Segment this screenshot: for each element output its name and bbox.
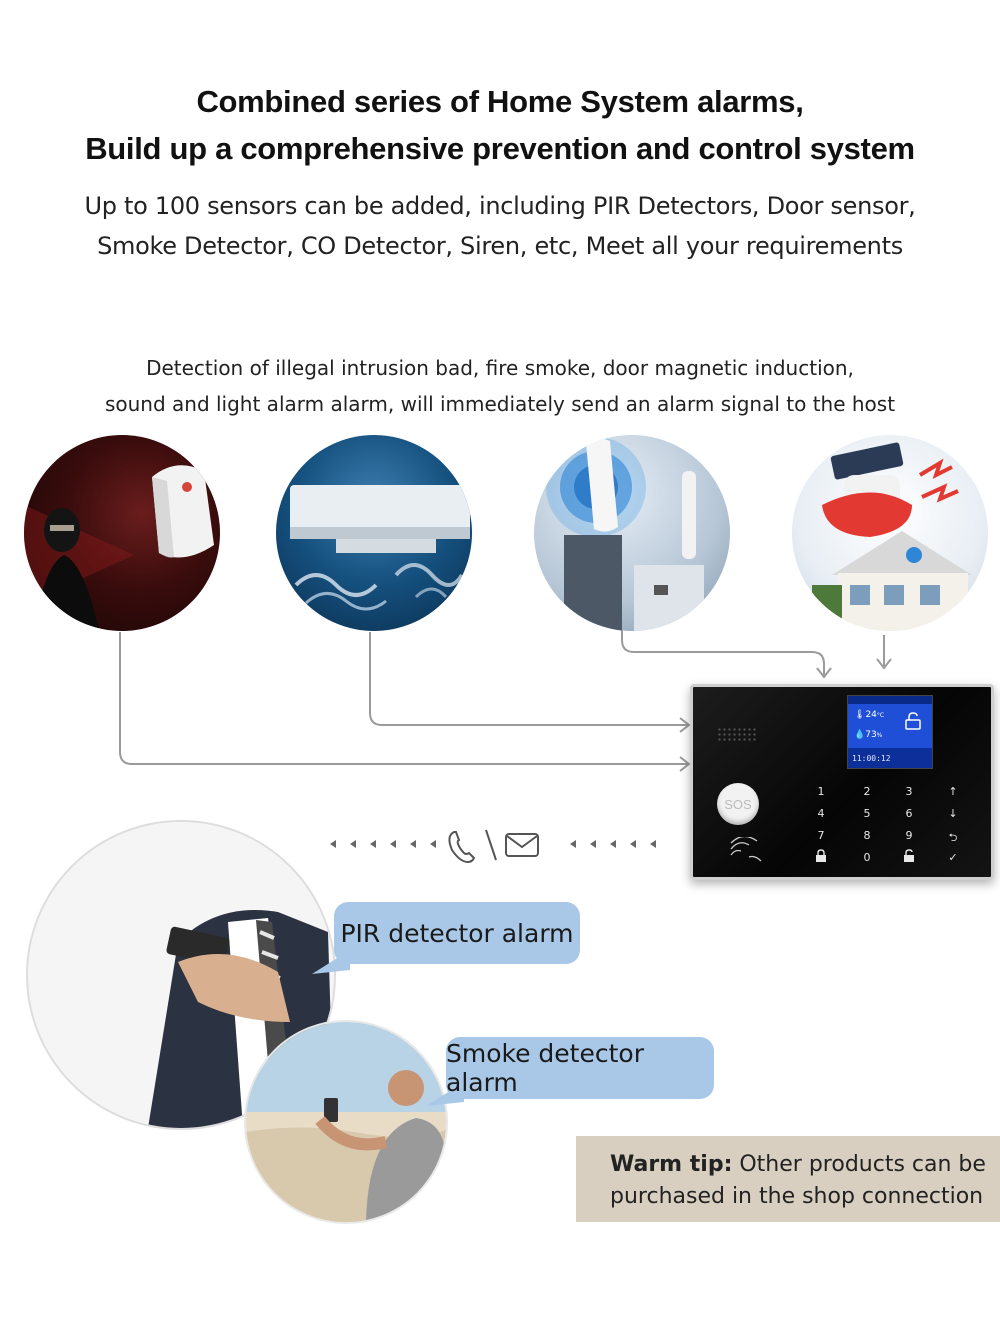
clock-time: 11:00:12 <box>852 754 891 763</box>
key-up[interactable]: ↑ <box>948 785 958 798</box>
key-8[interactable]: 8 <box>863 829 871 842</box>
humidity-readout <box>854 730 882 740</box>
humidity-value: 73 <box>865 730 877 740</box>
key-2[interactable]: 2 <box>863 785 871 798</box>
humidity-unit: % <box>876 732 883 739</box>
disarm-unlock-icon[interactable] <box>903 849 915 863</box>
temperature-value: 24 <box>865 710 877 720</box>
warm-tip-box <box>576 1136 1000 1222</box>
left-arrow-row <box>330 840 436 848</box>
key-back[interactable]: ⮌ <box>948 831 958 844</box>
door-sensor-illustration <box>534 435 730 631</box>
key-9[interactable]: 9 <box>905 829 913 842</box>
key-4[interactable]: 4 <box>817 807 825 820</box>
key-3[interactable]: 3 <box>905 785 913 798</box>
siren-illustration <box>792 435 988 631</box>
warm-tip-text1: Other products can be <box>732 1152 986 1177</box>
lcd-screen <box>847 695 933 769</box>
arm-lock-icon[interactable] <box>815 849 827 863</box>
speaker-grille <box>717 727 757 741</box>
temperature-readout <box>854 710 884 720</box>
sos-button[interactable]: SOS <box>717 783 759 825</box>
time-bar <box>848 748 932 768</box>
mail-icon <box>506 834 538 856</box>
pir-detector-illustration <box>24 435 220 631</box>
droplet-icon: 💧 <box>854 730 866 740</box>
page-title-line1: Combined series of Home System alarms, <box>196 84 804 119</box>
warm-tip-label: Warm tip: <box>610 1152 733 1177</box>
status-bar <box>848 696 932 704</box>
key-confirm[interactable]: ✓ <box>948 851 958 864</box>
door-sensor-image <box>534 435 730 631</box>
siren-image <box>792 435 988 631</box>
description-line2: sound and light alarm alarm, will immediately send an alarm signal to the host <box>104 392 896 416</box>
unlock-icon <box>904 712 924 730</box>
key-7[interactable]: 7 <box>817 829 825 842</box>
key-6[interactable]: 6 <box>905 807 913 820</box>
key-0[interactable]: 0 <box>863 851 871 864</box>
man-on-beach-image <box>244 1020 448 1224</box>
alarm-host-panel <box>690 684 994 880</box>
page-title-line2: Build up a comprehensive prevention and control system <box>85 131 915 166</box>
smoke-detector-image <box>276 435 472 631</box>
subtitle-line1: Up to 100 sensors can be added, including PIR Detectors, Door sensor, <box>84 192 916 220</box>
pir-alarm-notification: PIR detector alarm <box>334 902 580 964</box>
subtitle-line2: Smoke Detector, CO Detector, Siren, etc, Meet all your requirements <box>97 232 903 260</box>
key-5[interactable]: 5 <box>863 807 871 820</box>
warm-tip-line2: purchased in the shop connection <box>610 1184 984 1209</box>
beach-illustration <box>246 1022 446 1222</box>
right-arrow-row <box>570 840 656 848</box>
rfid-card-icon <box>727 837 767 863</box>
thermometer-icon: 🌡 <box>854 710 866 720</box>
key-1[interactable]: 1 <box>817 785 825 798</box>
phone-icon <box>449 832 474 862</box>
description-line1: Detection of illegal intrusion bad, fire smoke, door magnetic induction, <box>146 356 854 380</box>
key-down[interactable]: ↓ <box>948 807 958 820</box>
warm-tip-line1 <box>610 1152 986 1177</box>
temperature-unit: °C <box>876 712 885 719</box>
smoke-alarm-notification: Smoke detector alarm <box>446 1037 714 1099</box>
divider-slash <box>486 830 496 860</box>
signal-transmission <box>320 822 670 872</box>
pir-detector-image <box>24 435 220 631</box>
smoke-detector-illustration <box>276 435 472 631</box>
